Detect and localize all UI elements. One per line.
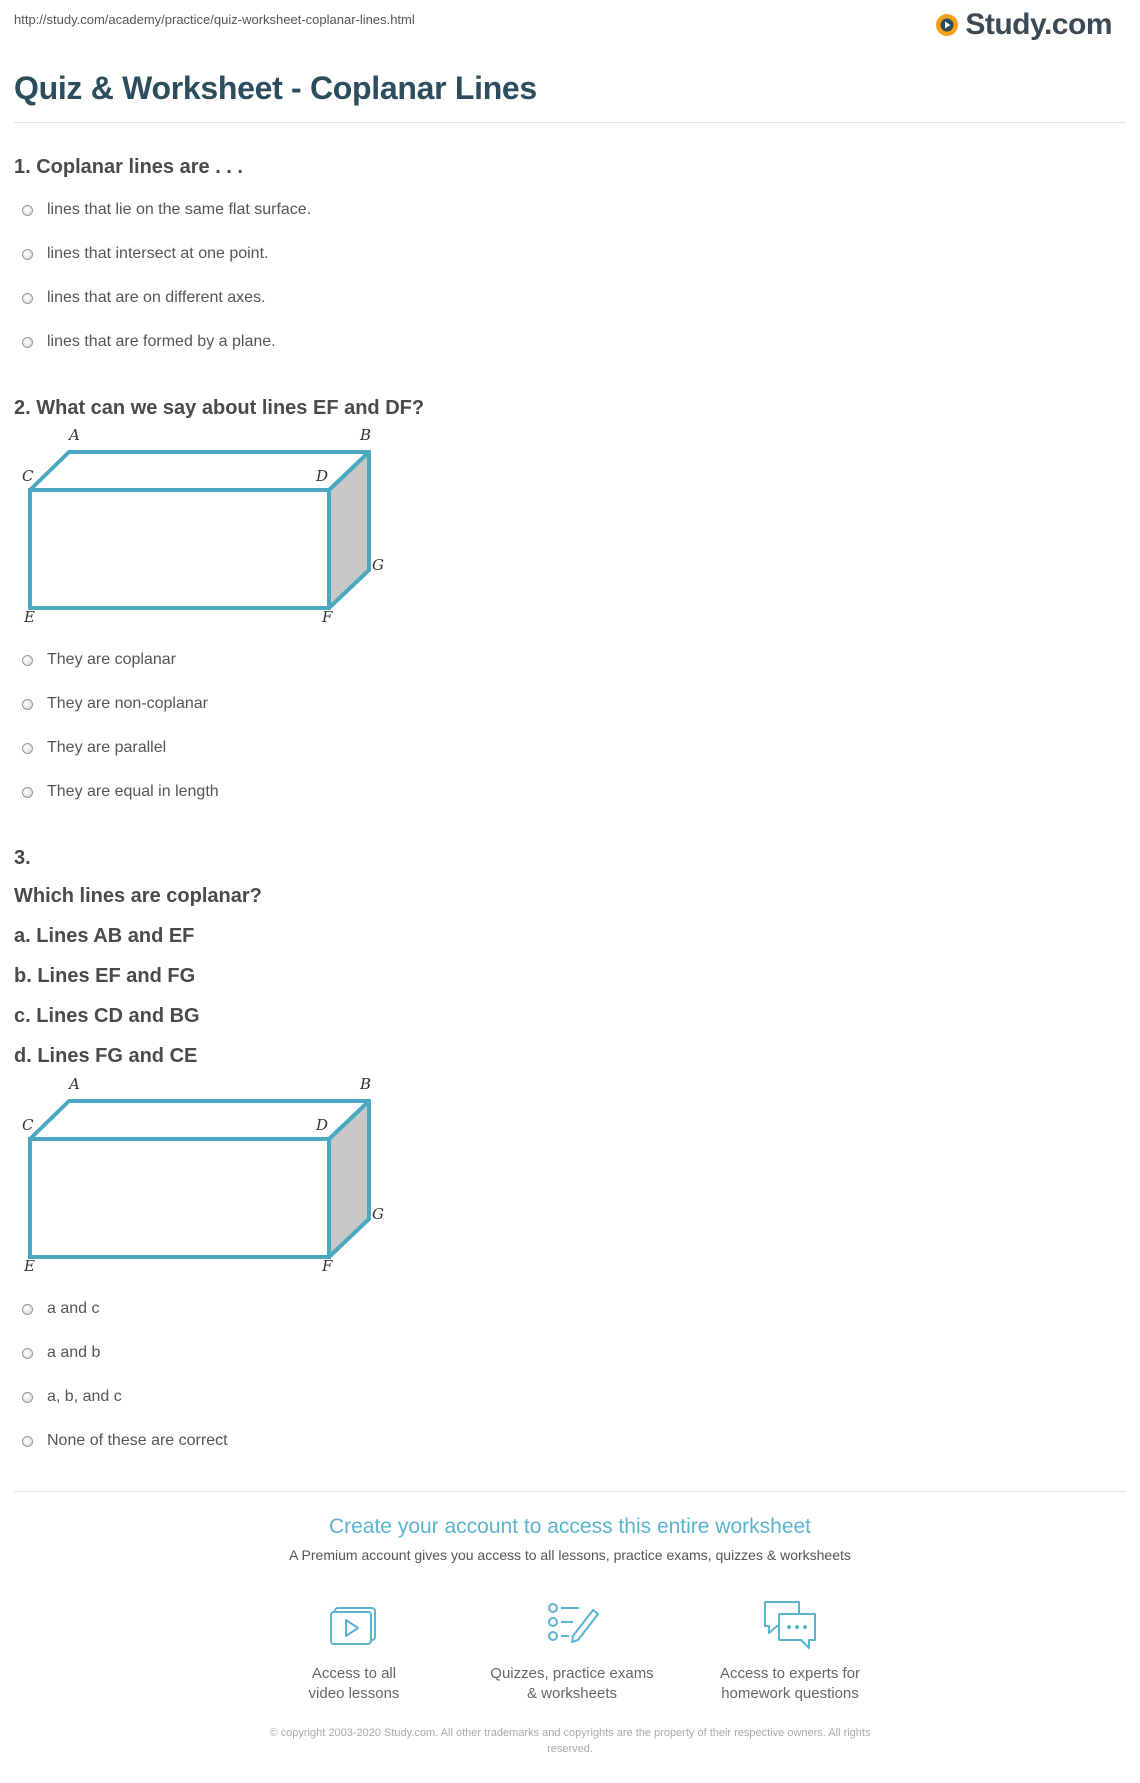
- question-1: 1. Coplanar lines are . . .: [14, 156, 243, 178]
- option-label: They are coplanar: [47, 651, 176, 668]
- page-url: http://study.com/academy/practice/quiz-worksheet-coplanar-lines.html: [14, 12, 415, 27]
- chat-bubbles-icon: [761, 1596, 819, 1654]
- radio-button[interactable]: [22, 787, 33, 798]
- option-label: They are equal in length: [47, 783, 219, 800]
- question-number: 3.: [14, 847, 31, 869]
- logo-text: Study.com: [965, 8, 1112, 41]
- answer-option[interactable]: [22, 1300, 99, 1318]
- page-title: Quiz & Worksheet - Coplanar Lines: [14, 70, 537, 106]
- copyright-footer: © copyright 2003-2020 Study.com. All other trademarks and copyrights are the property of their respective owners. All rights reserved.: [269, 1727, 871, 1755]
- divider: [14, 1491, 1126, 1492]
- option-label: None of these are correct: [47, 1432, 228, 1449]
- radio-button[interactable]: [22, 293, 33, 304]
- vertex-label-g: G: [372, 1205, 384, 1223]
- choice-line: d. Lines FG and CE: [14, 1045, 198, 1067]
- feature-label: Access to all video lessons: [308, 1665, 400, 1702]
- divider: [14, 122, 1126, 123]
- answer-option[interactable]: [22, 651, 176, 669]
- radio-button[interactable]: [22, 249, 33, 260]
- study-logo[interactable]: [935, 8, 1112, 42]
- radio-button[interactable]: [22, 699, 33, 710]
- choice-line: a. Lines AB and EF: [14, 925, 195, 947]
- vertex-label-f: F: [322, 608, 333, 622]
- vertex-label-d: D: [316, 467, 329, 485]
- option-label: a and b: [47, 1344, 101, 1361]
- quiz-checklist-icon: [543, 1596, 601, 1654]
- answer-option[interactable]: [22, 1388, 122, 1406]
- answer-option[interactable]: [22, 695, 208, 713]
- radio-button[interactable]: [22, 655, 33, 666]
- feature-experts: [690, 1596, 890, 1704]
- vertex-label-b: B: [360, 426, 372, 444]
- vertex-label-a: A: [69, 426, 80, 444]
- feature-label: Access to experts for homework questions: [719, 1665, 861, 1702]
- radio-button[interactable]: [22, 1348, 33, 1359]
- vertex-label-c: C: [22, 1116, 34, 1134]
- vertex-label-f: F: [322, 1257, 333, 1271]
- answer-option[interactable]: [22, 289, 266, 307]
- radio-button[interactable]: [22, 1304, 33, 1315]
- option-label: lines that lie on the same flat surface.: [47, 201, 312, 218]
- create-account-link[interactable]: Create your account to access this entire worksheet: [328, 1515, 812, 1538]
- option-label: lines that are formed by a plane.: [47, 333, 276, 350]
- choice-line: c. Lines CD and BG: [14, 1005, 200, 1027]
- answer-option[interactable]: [22, 201, 311, 219]
- option-label: lines that are on different axes.: [47, 289, 266, 306]
- answer-option[interactable]: [22, 739, 166, 757]
- feature-label: Quizzes, practice exams & worksheets: [490, 1665, 654, 1702]
- radio-button[interactable]: [22, 1436, 33, 1447]
- feature-quizzes: [472, 1596, 672, 1704]
- option-label: They are non-coplanar: [47, 695, 208, 712]
- option-label: They are parallel: [47, 739, 167, 756]
- vertex-label-g: G: [372, 556, 384, 574]
- vertex-label-e: E: [24, 1257, 35, 1271]
- choice-line: b. Lines EF and FG: [14, 965, 196, 987]
- option-label: lines that intersect at one point.: [47, 245, 269, 262]
- rectangular-prism-diagram: [14, 422, 394, 622]
- option-label: a and c: [47, 1300, 100, 1317]
- box-figure: [14, 422, 394, 622]
- answer-option[interactable]: [22, 783, 219, 801]
- option-label: a, b, and c: [47, 1388, 122, 1405]
- question-3: [14, 847, 262, 1083]
- radio-button[interactable]: [22, 337, 33, 348]
- video-lesson-icon: [325, 1596, 383, 1654]
- radio-button[interactable]: [22, 205, 33, 216]
- rectangular-prism-diagram: [14, 1071, 394, 1271]
- premium-description: A Premium account gives you access to all lessons, practice exams, quizzes & worksheets: [289, 1547, 851, 1563]
- question-2: 2. What can we say about lines EF and DF?: [14, 397, 425, 419]
- answer-option[interactable]: [22, 1432, 228, 1450]
- answer-option[interactable]: [22, 1344, 100, 1362]
- answer-option[interactable]: [22, 333, 276, 351]
- box-figure: [14, 1071, 394, 1271]
- vertex-label-d: D: [316, 1116, 329, 1134]
- radio-button[interactable]: [22, 1392, 33, 1403]
- vertex-label-a: A: [69, 1075, 80, 1093]
- vertex-label-e: E: [24, 608, 35, 622]
- answer-option[interactable]: [22, 245, 268, 263]
- question-text: Which lines are coplanar?: [14, 885, 262, 907]
- play-circle-icon: [935, 13, 959, 37]
- vertex-label-b: B: [360, 1075, 372, 1093]
- feature-video-lessons: [254, 1596, 454, 1704]
- vertex-label-c: C: [22, 467, 34, 485]
- radio-button[interactable]: [22, 743, 33, 754]
